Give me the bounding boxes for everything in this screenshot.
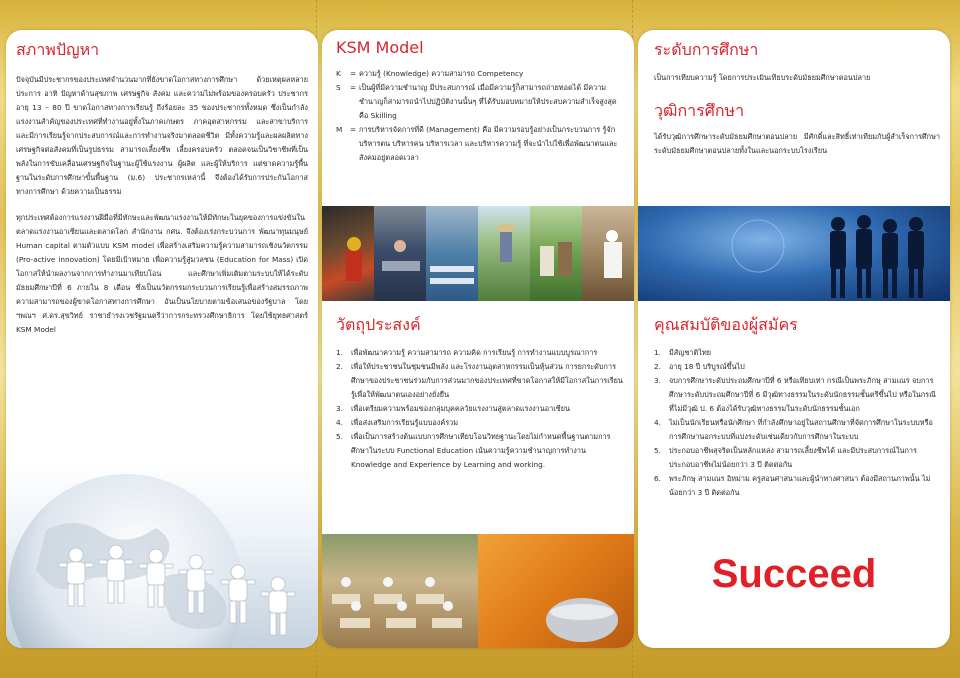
problem-paragraph-1: ปัจจุบันมีประชากรของประเทศจำนวนมากที่ยังขาดโอกาสทางการศึกษา ด้วยเหตุผลหลายประการ อาทิ ปัญหาด้านสุขภาพ เศรษฐกิจ สังคม และความไม่พร้อมของครอบครัว ประชากรอายุ 13 – 80 ปี ขาดโอกาสทางการเรียนรู้ ถึงร้อยละ 35 ของประชากรทั้งหมด ซึ่งเป็นกำลังแรงงานสำคัญของประเทศที่ทำงานอยู่ทั้งในภาคเกษตร ภาคอุตสาหกรรม และสาขาบริการ และมีการเรียนรู้จากประสบการณ์และการทำงานจริงมาตลอดชีวิต มีทั้งความรู้และผลผลิตทางเศรษฐกิจต่อสังคมที่เป็นรูปธรรม สามารถเลี้ยงชีพ เลี้ยงครอบครัว ตลอดจนเป็นวิชาชีพที่เป็นพลังในการขับเคลื่อนเศรษฐกิจในฐานะผู้ใช้แรงงาน ผู้ผลิต และผู้ให้บริการ แต่ขาดความรู้พื้นฐานในระดับการศึกษาขั้นพื้นฐาน (ม.6) ประชากรเหล่านี้ จึงต้องได้รับการประกันโอกาสทางการศึกษา ด้วยความเป็นธรรม bbox=[16, 75, 308, 196]
business-silhouettes-image bbox=[638, 206, 950, 301]
objective-item bbox=[336, 430, 624, 472]
item-text: ไม่เป็นนักเรียนหรือนักศึกษา ที่กำลังศึกษาอยู่ในสถานศึกษาที่จัดการศึกษาในระบบหรือการศึกษานอกระบบที่แบ่งระดับเช่นเดียวกับการศึกษาในระบบ bbox=[669, 418, 933, 441]
classroom-photo bbox=[322, 534, 478, 648]
ksm-definition-m bbox=[336, 123, 624, 165]
ksm-definition-s bbox=[336, 81, 624, 123]
objective-item bbox=[336, 402, 624, 416]
qualification-item bbox=[654, 374, 940, 416]
item-text: ประกอบอาชีพสุจริตเป็นหลักแหล่ง สามารถเลี้ยงชีพได้ และมีประสบการณ์ในการประกอบอาชีพไม่น้อยกว่า 3 ปี ติดต่อกัน bbox=[669, 446, 917, 469]
qualification-item bbox=[654, 444, 940, 472]
globe-paper-people-image bbox=[6, 460, 318, 648]
photo-strip bbox=[322, 206, 634, 301]
item-text: เพื่อเตรียมความพร้อมของกลุ่มบุคคลวัยแรงงานสู่ตลาดแรงงานอาเซียน bbox=[351, 404, 570, 413]
bottom-photos bbox=[322, 534, 634, 648]
item-number: 3. bbox=[336, 404, 343, 413]
item-number: 5. bbox=[336, 432, 343, 441]
succeed-title: Succeed bbox=[711, 552, 877, 596]
qualifications-list bbox=[654, 346, 940, 500]
objective-item bbox=[336, 360, 624, 402]
ksm-definition-k bbox=[336, 67, 624, 81]
definition-equals: = bbox=[350, 83, 357, 92]
factory-line-photo bbox=[426, 206, 478, 301]
item-number: 5. bbox=[654, 446, 661, 455]
degree-text: ได้รับวุฒิการศึกษาระดับมัธยมศึกษาตอนปลาย มีศักดิ์และสิทธิ์เท่าเทียมกับผู้สำเร็จการศึกษาระดับมัธยมศึกษาตอนปลายทั้งในและนอกระบบโรงเรียน bbox=[654, 132, 940, 155]
education-level-heading: ระดับการศึกษา bbox=[654, 40, 759, 59]
item-text: พระภิกษุ สามเณร อิหม่าม ครูสอนศาสนาและผู้นำทางศาสนา ต้องมีสถานภาพนั้น ไม่น้อยกว่า 3 ปี ติดต่อกัน bbox=[669, 474, 931, 497]
definition-key: S bbox=[336, 83, 341, 92]
item-number: 1. bbox=[336, 348, 343, 357]
item-text: เพื่อเป็นการสร้างต้นแบบการศึกษาเทียบโอนวิทยฐานะโดยไม่กำหนดพื้นฐานตามการศึกษาในระบบ Functional Education เน้นความรู้ความชำนาญการทำงาน Knowledge and Experience by Learning and working. bbox=[351, 432, 611, 469]
problem-paragraph-2: ทุกประเทศต้องการแรงงานฝีมือที่มีทักษะและพัฒนาแรงงานให้มีทักษะในยุคของการแข่งขันในตลาดแรงงานอาเซียนและตลาดโลก สำนักงาน กศน. จึงต้องเร่งกระบวนการ พัฒนาทุนมนุษย์ Human capital ตามตัวแบบ KSM model เพื่อสร้างเสริมความรู้ความสามารถเชิงนวัตกรรม (Pro-active innovation) โดยมีเป้าหมาย เพื่อความรู้สู่มวลชน (Education for Mass) เปิดโอกาสให้นำผลงานจากการทำงานมาเทียบโอน และศึกษาเพิ่มเติมตามระบบให้ได้ระดับมัธยมศึกษาปีที่ 6 ภายใน 8 เดือน ซึ่งเป็นนวัตกรรมกระบวนการเรียนรู้เพื่อสร้างสมรรถภาพความสามารถของผู้ขาดโอกาสทางการศึกษา อันเป็นนโยบายตามข้อเสนอของรัฐบาล โดย ฯพณฯ ศ.ดร.สุขวิทย์ ราชาธำรงเวชรัฐมนตรีว่าการกระทรวงศึกษาธิการ โดยใช้ยุทธศาสตร์ KSM Model bbox=[16, 213, 308, 334]
qualification-item bbox=[654, 416, 940, 444]
objectives-list bbox=[336, 346, 624, 472]
definition-text: การบริหารจัดการที่ดี (Management) คือ มีความรอบรู้อย่างเป็นกระบวนการ รู้จัก บริหารตน บริหารคน บริหารเวลา และบริหารความรู้ ที่จะนำไปใช้เพื่อพัฒนาตนและสังคมอยู่ตลอดเวลา bbox=[359, 125, 618, 162]
item-number: 4. bbox=[336, 418, 343, 427]
qualification-item bbox=[654, 346, 940, 360]
item-text: เพื่อพัฒนาความรู้ ความสามารถ ความคิด การเรียนรู้ การทำงานแบบบูรณาการ bbox=[351, 348, 598, 357]
objectives-heading: วัตถุประสงค์ bbox=[336, 315, 421, 334]
item-number: 4. bbox=[654, 418, 661, 427]
factory-worker-photo bbox=[322, 206, 374, 301]
item-text: จบการศึกษาระดับประถมศึกษาปีที่ 6 หรือเทียบเท่า กรณีเป็นพระภิกษุ สามเณร จบการศึกษาระดับประถมศึกษาปีที่ 6 มีวุฒิทางธรรมในระดับนักธรรมชั้นตรีขึ้นไป หรือในกรณีที่ไม่มีวุฒิ ป. 6 ต้องได้รับวุฒิทางธรรมในระดับนักธรรมชั้นเอก bbox=[669, 376, 936, 413]
definition-key: M bbox=[336, 125, 343, 134]
definition-text: ความรู้ (Knowledge) ความสามารถ Competency bbox=[359, 69, 524, 78]
item-number: 3. bbox=[654, 376, 661, 385]
item-number: 2. bbox=[336, 362, 343, 371]
qualification-item bbox=[654, 472, 940, 500]
definition-text: เป็นผู้ที่มีความชำนาญ มีประสบการณ์ เมื่อมีความรู้ก็สามารถถ่ายทอดได้ มีความชำนาญก็สามารถนำไปปฏิบัติงานนั้นๆ ที่ได้รับมอบหมายให้ประสบความสำเร็จสูงสุด คือ Skilling bbox=[359, 83, 617, 120]
objective-item bbox=[336, 416, 624, 430]
qualification-item bbox=[654, 360, 940, 374]
degree-heading: วุฒิการศึกษา bbox=[654, 101, 745, 120]
objective-item bbox=[336, 346, 624, 360]
item-number: 6. bbox=[654, 474, 661, 483]
item-number: 2. bbox=[654, 362, 661, 371]
problem-heading: สภาพปัญหา bbox=[16, 40, 100, 59]
agriculture-photo bbox=[530, 206, 582, 301]
definition-key: K bbox=[336, 69, 341, 78]
item-text: เพื่อส่งเสริมการเรียนรู้แบบองค์รวม bbox=[351, 418, 459, 427]
workshop-photo bbox=[374, 206, 426, 301]
qualifications-heading: คุณสมบัติของผู้สมัคร bbox=[654, 315, 798, 334]
imam-group-photo bbox=[582, 206, 634, 301]
monk-alms-bowl-photo bbox=[478, 534, 634, 648]
item-number: 1. bbox=[654, 348, 661, 357]
ksm-model-heading: KSM Model bbox=[336, 38, 424, 57]
education-level-text: เป็นการเทียบความรู้ โดยการประเมินเทียบระดับมัธยมศึกษาตอนปลาย bbox=[654, 73, 871, 82]
definition-equals: = bbox=[350, 125, 357, 134]
definition-equals: = bbox=[350, 69, 357, 78]
left-panel bbox=[6, 30, 318, 648]
farmer-photo bbox=[478, 206, 530, 301]
item-text: อายุ 18 ปี บริบูรณ์ขึ้นไป bbox=[669, 362, 745, 371]
middle-panel bbox=[322, 30, 634, 648]
item-text: เพื่อให้ประชาชนในชุมชนมีพลัง และโรงงานอุตสาหกรรมเป็นหุ้นส่วน การยกระดับการศึกษาของประชาชนร่วมกับการส่วนมากของประเทศที่ขาดโอกาสให้มีโอกาสในการเรียนรู้เพื่อให้พัฒนาตนเองอย่างยั่งยืน bbox=[351, 362, 623, 399]
ksm-definitions bbox=[336, 67, 624, 165]
right-panel bbox=[638, 30, 950, 648]
item-text: มีสัญชาติไทย bbox=[669, 348, 712, 357]
